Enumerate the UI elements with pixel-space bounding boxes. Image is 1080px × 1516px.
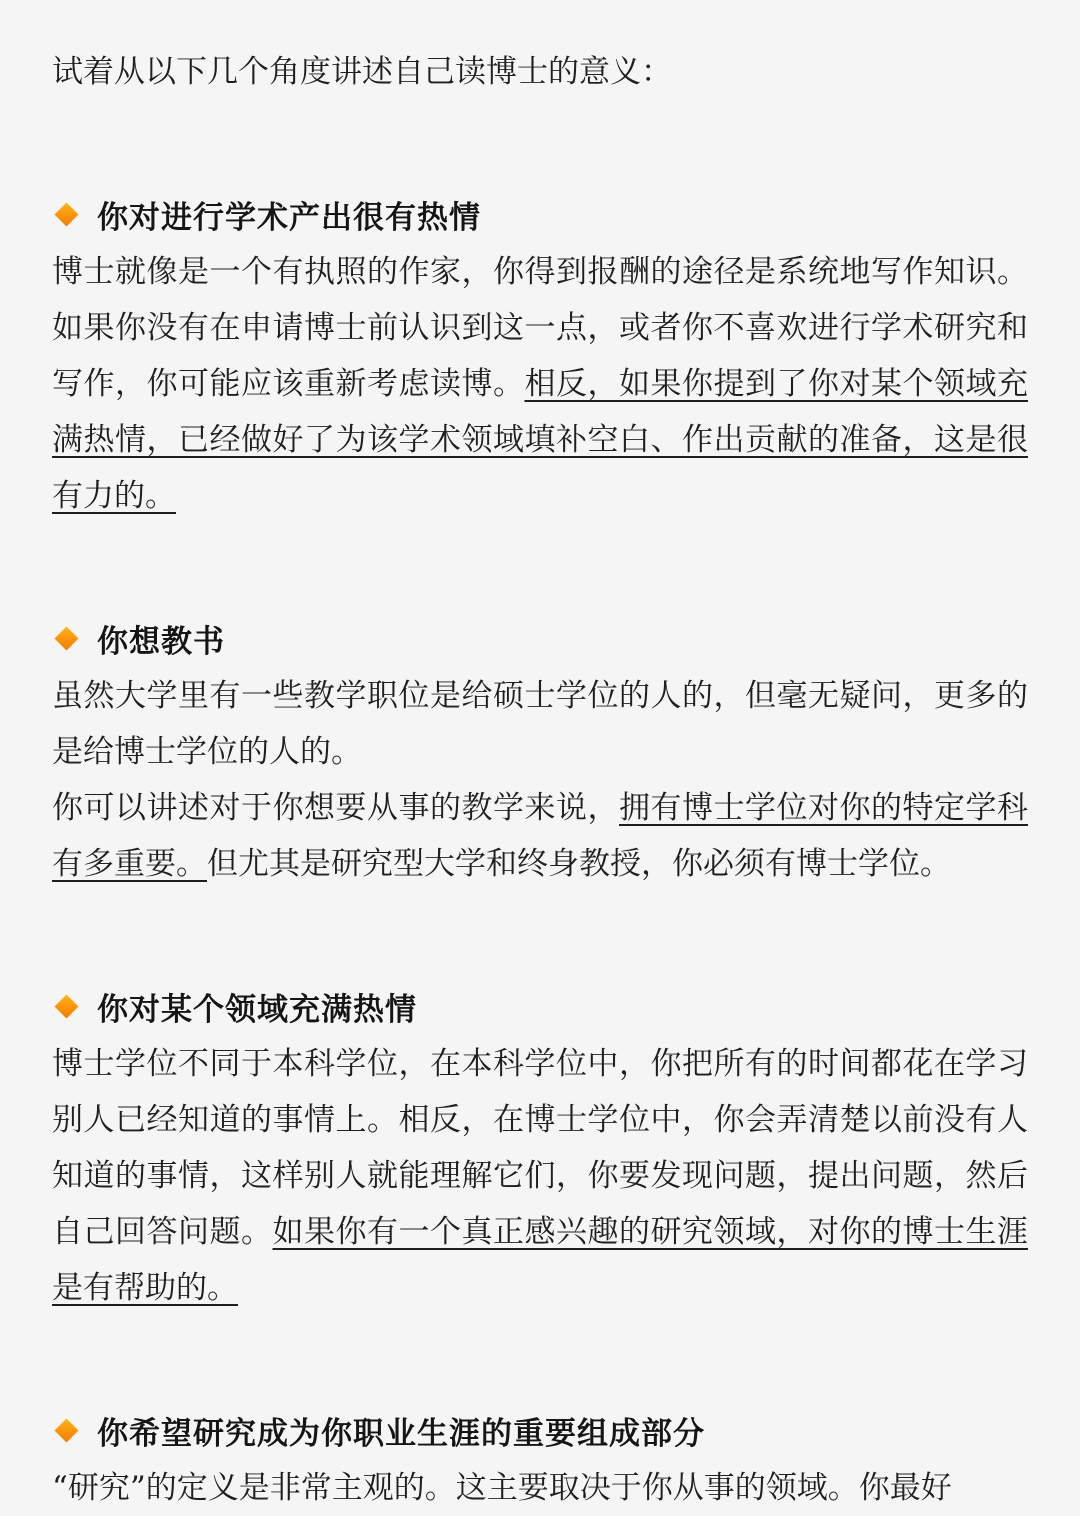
section-paragraph: [52, 1460, 1028, 1516]
orange-diamond-icon: [54, 1418, 78, 1442]
section-heading: [52, 186, 1028, 242]
section-heading-text: 你希望研究成为你职业生涯的重要组成部分: [97, 1415, 705, 1452]
section-teaching: [52, 610, 1028, 892]
underlined-text: 相反，如果你提到了你对某个领域充满热情，已经做好了为该学术领域填补空白、作出贡献的准备，这是很有力的。: [52, 366, 1028, 514]
orange-diamond-icon: [54, 626, 78, 650]
section-research-career: [52, 1402, 1028, 1516]
underlined-text: 如果你有一个真正感兴趣的研究领域，对你的博士生涯是有帮助的。: [52, 1214, 1028, 1306]
section-heading: [52, 610, 1028, 666]
section-paragraph: [52, 780, 1028, 892]
paragraph-text: 博士就像是一个有执照的作家，你得到报酬的途径是系统地写作知识。如果你没有在申请博士前认识到这一点，或者你不喜欢进行学术研究和写作，你可能应该重新考虑读博。: [52, 254, 1028, 402]
section-heading-text: 你对某个领域充满热情: [97, 991, 417, 1028]
paragraph-text: 博士学位不同于本科学位，在本科学位中，你把所有的时间都花在学习别人已经知道的事情上。相反，在博士学位中，你会弄清楚以前没有人知道的事情，这样别人就能理解它们，你要发现问题，提出问题，然后自己回答问题。: [52, 1046, 1028, 1250]
underlined-text: 拥有博士学位对你的特定学科有多重要。: [52, 790, 1028, 882]
intro-text: 试着从以下几个角度讲述自己读博士的意义：: [52, 54, 672, 90]
section-heading: [52, 978, 1028, 1034]
orange-diamond-icon: [54, 994, 78, 1018]
paragraph-text-after: 但尤其是研究型大学和终身教授，你必须有博士学位。: [207, 846, 951, 882]
section-field-passion: [52, 978, 1028, 1316]
section-paragraph: [52, 244, 1028, 524]
section-paragraph: [52, 1036, 1028, 1316]
orange-diamond-icon: [54, 202, 78, 226]
paragraph-text: 虽然大学里有一些教学职位是给硕士学位的人的，但毫无疑问，更多的是给博士学位的人的。: [52, 678, 1028, 770]
section-paragraph: [52, 668, 1028, 780]
paragraph-text: “研究”的定义是非常主观的。这主要取决于你从事的领域。你最好: [52, 1470, 952, 1506]
paragraph-text: 你可以讲述对于你想要从事的教学来说，: [52, 790, 619, 826]
section-heading: [52, 1402, 1028, 1458]
section-heading-text: 你想教书: [97, 623, 225, 660]
section-academic-output: [52, 186, 1028, 524]
section-heading-text: 你对进行学术产出很有热情: [97, 199, 481, 236]
